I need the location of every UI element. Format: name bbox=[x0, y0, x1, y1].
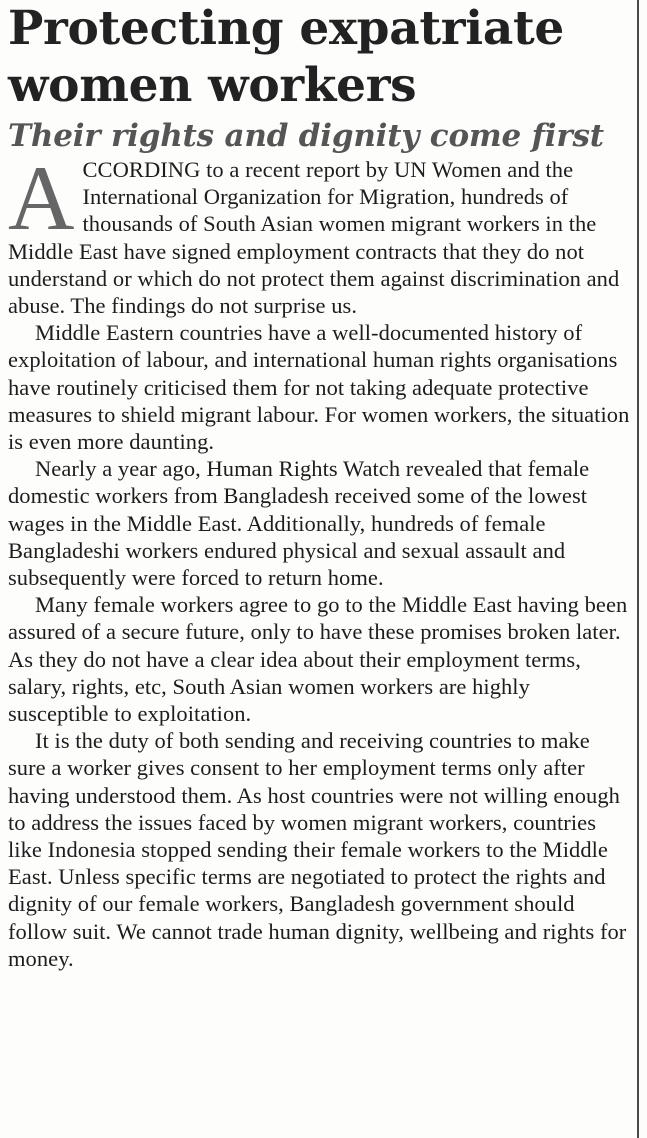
editorial-article bbox=[8, 0, 630, 972]
article-body bbox=[8, 147, 630, 972]
headline: Protecting expatriate women workers bbox=[8, 1, 564, 113]
paragraph-2: Middle Eastern countries have a well-documented history of exploitation of labour, and international human rights organisations have routinely criticised them for not taking adequate protective measures to shield migrant labour. For women workers, the situation is even more daunting. bbox=[8, 320, 630, 455]
paragraph-5: It is the duty of both sending and receiving countries to make sure a worker gives consent to her employment terms only after having understood them. As host countries were not willing enough to address the issues faced by women migrant workers, countries like Indonesia stopped sending their female workers to the Middle East. Unless specific terms are negotiated to protect the rights and dignity of our female workers, Bangladesh government should follow suit. We cannot trade human dignity, wellbeing and rights for money. bbox=[8, 728, 627, 971]
paragraph-4: Many female workers agree to go to the Middle East having been assured of a secure future, only to have these promises broken later. As they do not have a clear idea about their employment terms, salary, rights, etc, South Asian women workers are highly susceptible to exploitation. bbox=[8, 592, 628, 727]
column-divider bbox=[637, 0, 639, 1138]
paragraph-1: CCORDING to a recent report by UN Women and the International Organization for Migration, hundreds of thousands of South Asian women migrant workers in the Middle East have signed employment contracts that they do not understand or which do not protect them against discrimination and abuse. The findings do not surprise us. bbox=[8, 157, 620, 319]
subheadline: Their rights and dignity come first bbox=[8, 118, 604, 154]
drop-cap: A bbox=[8, 147, 75, 249]
paragraph-3: Nearly a year ago, Human Rights Watch revealed that female domestic workers from Bangladesh received some of the lowest wages in the Middle East. Additionally, hundreds of female Bangladeshi workers endured physical and sexual assault and subsequently were forced to return home. bbox=[8, 456, 590, 591]
